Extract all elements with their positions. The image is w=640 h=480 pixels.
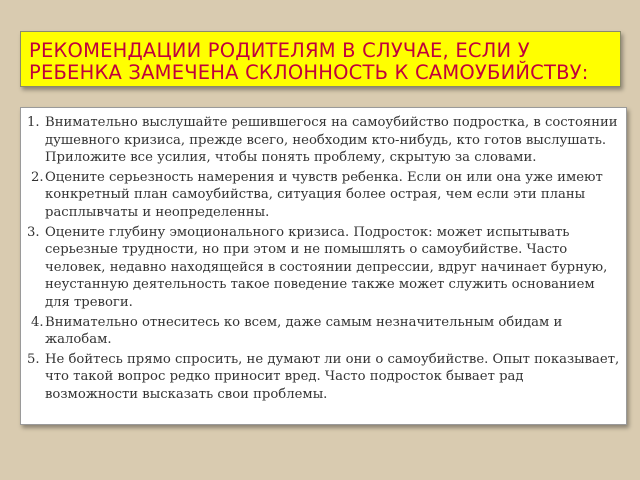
list-item [27,314,620,349]
item-text: Оцените глубину эмоционального кризиса. Подросток: может испытывать серьезные трудности, но при этом и не помышлять о самоубийстве. Часто человек, недавно находящейся в состоянии депрессии, вдруг начинает бурную, неустанную деятельность такое поведение также может служить основанием для тревоги. [45,224,608,310]
list-item [27,169,620,222]
item-number: 2. [31,169,44,185]
item-number: 3. [27,224,40,240]
list-item [27,351,620,404]
recommendations-panel [20,107,627,425]
item-number: 5. [27,351,40,367]
item-number: 4. [31,314,44,330]
item-text: Внимательно выслушайте решившегося на самоубийство подростка, в состоянии душевного кризиса, прежде всего, необходим кто-нибудь, кто готов выслушать. Приложите все усилия, чтобы понять проблему, скрытую за словами. [45,115,618,166]
item-text: Оцените серьезность намерения и чувств ребенка. Если он или она уже имеют конкретный план самоубийства, ситуация более острая, чем если эти планы расплывчаты и неопределенны. [45,169,603,220]
title-banner [20,31,621,87]
list-item [27,114,620,167]
item-text: Не бойтесь прямо спросить, не думают ли они о самоубийстве. Опыт показывает, что такой вопрос редко приносит вред. Часто подросток бывает рад возможности высказать свои проблемы. [45,351,620,402]
slide-title: РЕКОМЕНДАЦИИ РОДИТЕЛЯМ В СЛУЧАЕ, ЕСЛИ У РЕБЕНКА ЗАМЕЧЕНА СКЛОННОСТЬ К САМОУБИЙСТВУ: [29,39,589,84]
item-number: 1. [27,115,40,130]
item-text: Внимательно отнеситесь ко всем, даже самым незначительным обидам и жалобам. [45,314,563,348]
recommendations-list [27,114,620,404]
list-item [27,224,620,312]
